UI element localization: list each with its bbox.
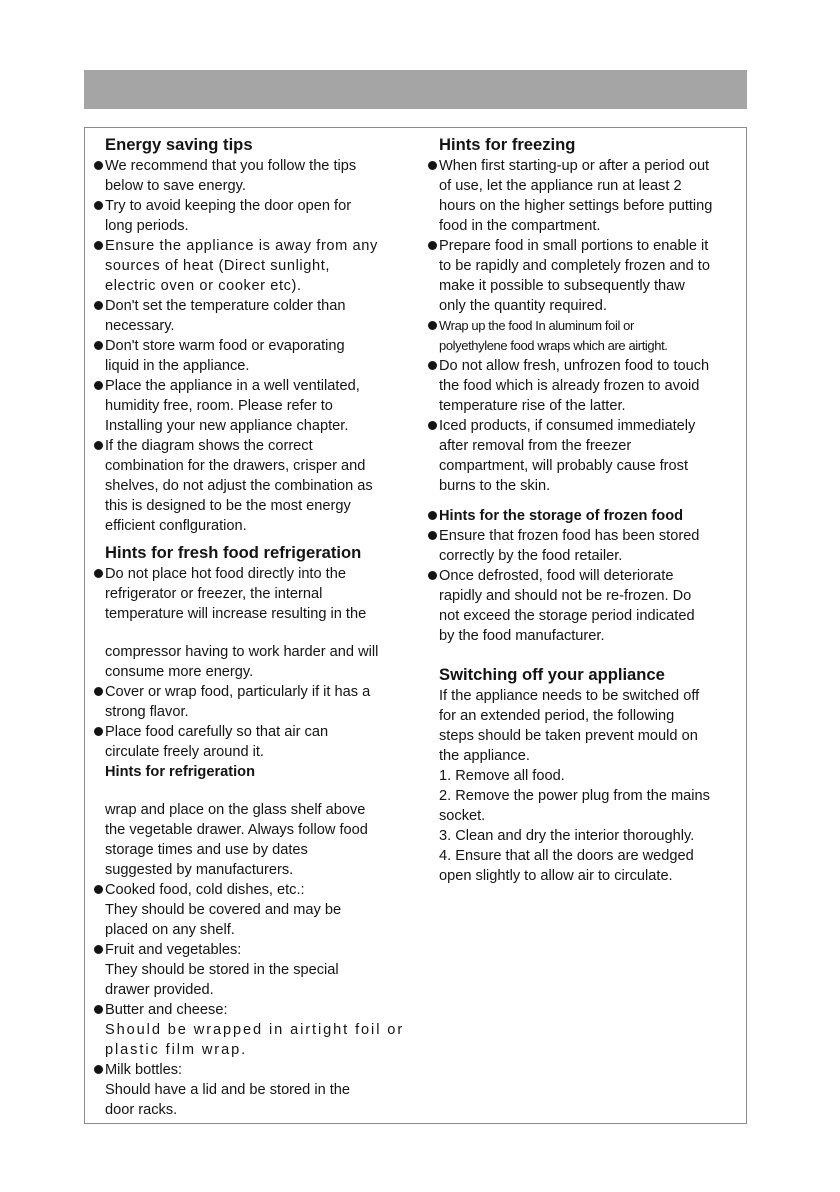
list-item-cont: only the quantity required. [439,298,607,314]
list-item-cont: liquid in the appliance. [105,358,250,374]
list-item: Do not place hot food directly into the [94,564,412,584]
bullet-icon [94,885,103,894]
bullet-icon [94,727,103,736]
bullet-icon [428,531,437,540]
list-item: If the diagram shows the correct [94,436,412,456]
fresh-food-heading: Hints for fresh food refrigeration [105,543,362,562]
list-item: Butter and cheese: [94,1000,412,1020]
list-item-cont: consume more energy. [105,664,254,680]
list-item: Do not allow fresh, unfrozen food to touch [428,356,744,376]
list-item-cont: to be rapidly and completely frozen and to [439,258,710,274]
bullet-icon [94,945,103,954]
list-item: Wrap up the food In aluminum foil or [428,316,744,336]
freezing-heading: Hints for freezing [439,135,576,154]
list-item-cont: They should be stored in the special [105,962,339,978]
list-item: Ensure that frozen food has been stored [428,526,744,546]
list-item-cont: Installing your new appliance chapter. [105,418,349,434]
step-item-cont: socket. [439,808,486,824]
list-item-cont: temperature rise of the latter. [439,398,626,414]
list-item-cont: They should be covered and may be [105,902,342,918]
bullet-icon [428,571,437,580]
list-item-cont: the food which is already frozen to avoid [439,378,700,394]
list-item-cont: storage times and use by dates [105,842,308,858]
list-item: Milk bottles: [94,1060,412,1080]
bullet-icon [428,361,437,370]
list-item: We recommend that you follow the tips [94,156,412,176]
list-item: Place food carefully so that air can [94,722,412,742]
switching-off-heading: Switching off your appliance [439,665,665,684]
left-column [94,134,412,1120]
bullet-icon [428,161,437,170]
list-item-cont: by the food manufacturer. [439,628,605,644]
list-item-cont: food in the compartment. [439,218,601,234]
list-item-cont: efficient conflguration. [105,518,247,534]
right-column [428,134,744,886]
list-item-cont: necessary. [105,318,175,334]
list-item-cont: refrigerator or freezer, the internal [105,586,323,602]
bullet-icon [428,241,437,250]
list-item-cont: long periods. [105,218,189,234]
list-item-cont: not exceed the storage period indicated [439,608,695,624]
list-item-cont: temperature will increase resulting in the [105,606,367,622]
list-item-cont: burns to the skin. [439,478,551,494]
list-item-cont: humidity free, room. Please refer to [105,398,333,414]
bullet-icon [94,381,103,390]
frozen-storage-heading: Hints for the storage of frozen food [428,506,744,526]
list-item-cont: suggested by manufacturers. [105,862,294,878]
list-item-cont: rapidly and should not be re-frozen. Do [439,588,692,604]
bullet-icon [94,687,103,696]
list-item-cont: this is designed to be the most energy [105,498,351,514]
list-item-cont: below to save energy. [105,178,246,194]
bullet-icon [94,441,103,450]
bullet-icon [94,1005,103,1014]
list-item-cont: after removal from the freezer [439,438,632,454]
bullet-icon [94,161,103,170]
list-item-cont: Should be wrapped in airtight foil or [105,1022,405,1038]
list-item-cont: drawer provided. [105,982,214,998]
list-item-cont: hours on the higher settings before putting [439,198,713,214]
list-item: Try to avoid keeping the door open for [94,196,412,216]
list-item: Prepare food in small portions to enable it [428,236,744,256]
step-item: 1. Remove all food. [439,768,565,784]
list-item-cont: polyethylene food wraps which are airtight. [439,338,668,353]
step-item: 3. Clean and dry the interior thoroughly. [439,828,695,844]
paragraph-line: steps should be taken prevent mould on [439,728,698,744]
list-item-cont: Should have a lid and be stored in the [105,1082,351,1098]
list-item: Cooked food, cold dishes, etc.: [94,880,412,900]
bullet-icon [94,1065,103,1074]
header-bar [84,70,747,109]
step-item: 4. Ensure that all the doors are wedged [439,848,694,864]
list-item-cont: circulate freely around it. [105,744,264,760]
list-item: Cover or wrap food, particularly if it has a [94,682,412,702]
list-item-cont: sources of heat (Direct sunlight, [105,258,331,274]
list-item: Once defrosted, food will deteriorate [428,566,744,586]
paragraph-line: If the appliance needs to be switched off [439,688,700,704]
list-item-cont: make it possible to subsequently thaw [439,278,685,294]
list-item-cont: the vegetable drawer. Always follow food [105,822,368,838]
step-item: 2. Remove the power plug from the mains [439,788,710,804]
refrigeration-heading: Hints for refrigeration [105,764,256,780]
list-item: Don't set the temperature colder than [94,296,412,316]
step-item-cont: open slightly to allow air to circulate. [439,868,673,884]
list-item: Fruit and vegetables: [94,940,412,960]
list-item-cont: compressor having to work harder and will [105,644,379,660]
list-item-cont: strong flavor. [105,704,189,720]
list-item-cont: electric oven or cooker etc). [105,278,302,294]
list-item: Place the appliance in a well ventilated, [94,376,412,396]
bullet-icon [94,301,103,310]
list-item-cont: correctly by the food retailer. [439,548,623,564]
list-item-cont: placed on any shelf. [105,922,235,938]
list-item-cont: shelves, do not adjust the combination as [105,478,373,494]
bullet-icon [94,569,103,578]
bullet-icon [428,321,437,330]
bullet-icon [94,201,103,210]
paragraph-line: the appliance. [439,748,530,764]
bullet-icon [94,341,103,350]
paragraph-line: for an extended period, the following [439,708,675,724]
bullet-icon [94,241,103,250]
bullet-icon [428,511,437,520]
list-item-cont: plastic film wrap. [105,1042,248,1058]
list-item: Iced products, if consumed immediately [428,416,744,436]
list-item-cont: door racks. [105,1102,178,1118]
list-item-cont: wrap and place on the glass shelf above [105,802,366,818]
list-item-cont: combination for the drawers, crisper and [105,458,366,474]
list-item: Don't store warm food or evaporating [94,336,412,356]
list-item: When first starting-up or after a period out [428,156,744,176]
energy-saving-heading: Energy saving tips [105,135,253,154]
list-item-cont: of use, let the appliance run at least 2 [439,178,682,194]
list-item: Ensure the appliance is away from any [94,236,412,256]
bullet-icon [428,421,437,430]
list-item-cont: compartment, will probably cause frost [439,458,689,474]
